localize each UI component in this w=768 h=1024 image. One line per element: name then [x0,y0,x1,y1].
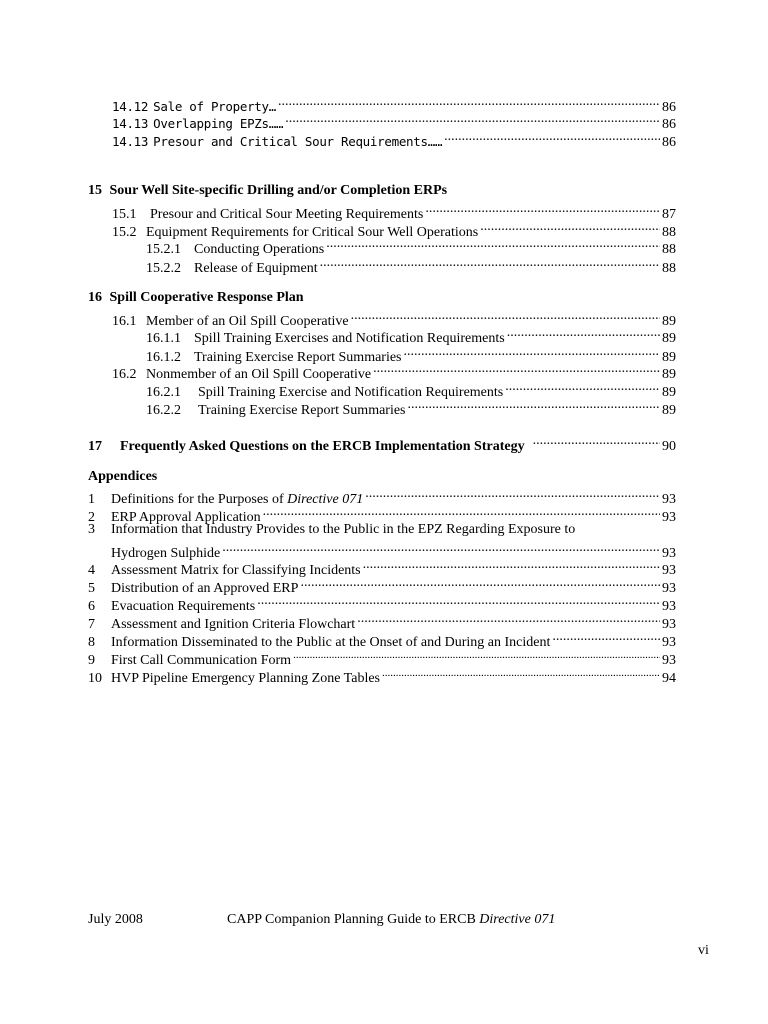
page-number: vi [698,943,709,958]
appendix-entry-2 [88,503,676,525]
toc-page-number: 94 [662,671,676,686]
dot-leader [293,646,660,664]
appendix-title-italic: Directive 071 [287,492,364,507]
toc-page-number: 89 [662,314,676,329]
toc-entry-number: 14.13 [112,134,149,149]
toc-entry-14-12 [112,93,676,115]
toc-page-number: 88 [662,261,676,276]
toc-entry-15-2 [112,218,676,240]
toc-page-number: 89 [662,385,676,400]
dot-leader [300,574,660,592]
appendices-heading: Appendices [88,469,158,484]
toc-entry-14-13a [112,110,676,132]
appendix-entry-1 [88,485,676,507]
toc-entry-number: 16.2 [112,367,137,382]
dot-leader [425,200,660,218]
toc-page-number: 93 [662,563,676,578]
dot-leader [552,628,660,646]
toc-entry-number: 16.1 [112,314,137,329]
toc-entry-16-1-1 [146,324,676,346]
toc-page-number: 93 [662,599,676,614]
dot-leader [382,664,660,682]
toc-entry-17 [88,432,676,454]
toc-page-number: 93 [662,510,676,525]
appendix-number: 6 [88,599,95,614]
toc-entry-title: Nonmember of an Oil Spill Cooperative [146,367,372,382]
appendix-entry-3-line1 [88,521,575,539]
appendix-entry-9 [88,646,676,668]
toc-entry-title: Presour and Critical Sour Meeting Requirements [150,207,424,222]
section-title: Spill Cooperative Response Plan [109,290,304,305]
dot-leader [257,592,660,610]
dot-leader [365,485,660,503]
toc-entry-15-2-2 [146,254,676,276]
toc-entry-16-2 [112,360,676,382]
toc-page-number: 93 [662,635,676,650]
dot-leader [373,360,660,378]
dot-leader [408,396,660,414]
toc-entry-title: Equipment Requirements for Critical Sour Well Operations [146,225,479,240]
toc-entry-16-1-2 [146,343,676,365]
toc-entry-number: 15.2.1 [146,242,181,257]
toc-entry-number: 14.12 [112,99,149,114]
dot-leader [444,128,660,146]
toc-page-number: 90 [662,439,676,454]
toc-entry-lead: … [268,99,276,114]
toc-entry-title: Spill Training Exercise and Notification Requirements [198,385,504,400]
toc-entry-number: 15.1 [112,207,137,222]
toc-entry-15-2-1 [146,235,676,257]
toc-page-number: 86 [662,117,676,132]
appendix-title: Assessment and Ignition Criteria Flowchart [111,617,356,632]
toc-entry-lead: …… [427,134,443,149]
dot-leader [363,556,660,574]
appendix-title-line1: Information that Industry Provides to the Public in the EPZ Regarding Exposure to [111,522,576,537]
toc-entry-14-13b [112,128,676,150]
appendix-title: Hydrogen Sulphide [111,546,221,561]
appendix-title: HVP Pipeline Emergency Planning Zone Tables [111,671,380,686]
dot-leader [357,610,660,628]
section-number: 15 [88,183,102,198]
appendix-number: 4 [88,563,95,578]
dot-leader [222,539,660,557]
appendix-entry-5 [88,574,676,596]
appendix-number: 8 [88,635,95,650]
section-title: Sour Well Site-specific Drilling and/or Completion ERPs [109,183,448,198]
appendix-entry-7 [88,610,676,632]
appendix-entry-8 [88,628,676,650]
toc-page-number: 86 [662,135,676,150]
toc-entry-number: 16.2.1 [146,385,181,400]
toc-entry-number: 16.2.2 [146,403,181,418]
toc-entry-title: Conducting Operations [194,242,325,257]
toc-entry-16-1 [112,307,676,329]
dot-leader [505,378,660,396]
toc-page-number: 93 [662,546,676,561]
toc-page-number: 89 [662,403,676,418]
toc-entry-title: Release of Equipment [194,261,318,276]
appendix-number: 1 [88,492,95,507]
toc-entry-16-2-1 [146,378,676,400]
toc-entry-number: 15.2.2 [146,261,181,276]
section-title: Frequently Asked Questions on the ERCB Implementation Strategy [120,439,525,454]
appendix-title: Definitions for the Purposes of [111,492,288,507]
toc-entry-title: Training Exercise Report Summaries [194,350,402,365]
toc-page-number: 93 [662,617,676,632]
dot-leader [285,110,660,128]
appendix-number: 5 [88,581,95,596]
toc-page-number: 88 [662,242,676,257]
toc-entry-title: Presour and Critical Sour Requirements [153,134,428,149]
dot-leader [278,93,660,111]
dot-leader [326,235,660,253]
appendix-number: 9 [88,653,95,668]
footer-date: July 2008 [88,912,143,927]
toc-entry-title: Member of an Oil Spill Cooperative [146,314,349,329]
toc-entry-title: Sale of Property [153,99,269,114]
toc-page-number: 86 [662,100,676,115]
toc-page-number: 93 [662,653,676,668]
appendix-number: 2 [88,510,95,525]
toc-page-number: 93 [662,581,676,596]
section-heading-15 [88,182,447,200]
section-heading-16 [88,289,304,307]
appendix-number: 3 [88,522,95,537]
toc-entry-lead: …… [268,116,284,131]
dot-leader [507,324,660,342]
toc-entry-title: Overlapping EPZs [153,116,269,131]
footer-title-prefix: CAPP Companion Planning Guide to ERCB [227,912,480,927]
appendix-title: Assessment Matrix for Classifying Incidents [111,563,361,578]
appendix-number: 7 [88,617,95,632]
toc-page-number: 93 [662,492,676,507]
appendix-title: ERP Approval Application [111,510,261,525]
toc-entry-16-2-2 [146,396,676,418]
dot-leader [533,432,660,450]
section-number: 17 [88,439,102,454]
toc-page-number: 89 [662,331,676,346]
appendix-entry-4 [88,556,676,578]
appendix-entry-10 [88,664,676,686]
toc-entry-number: 15.2 [112,225,137,240]
appendix-entry-6 [88,592,676,614]
appendix-title: First Call Communication Form [111,653,292,668]
dot-leader [404,343,660,361]
appendix-number: 10 [88,671,102,686]
dot-leader [320,254,660,272]
dot-leader [351,307,660,325]
footer-document-title [227,912,555,928]
footer-title-italic: Directive 071 [479,912,556,927]
toc-page-number: 87 [662,207,676,222]
dot-leader [263,503,660,521]
toc-entry-number: 16.1.2 [146,350,181,365]
appendix-title: Distribution of an Approved ERP [111,581,299,596]
section-number: 16 [88,290,102,305]
appendix-entry-3 [111,539,676,561]
toc-page-number: 89 [662,367,676,382]
appendix-title: Evacuation Requirements [111,599,256,614]
toc-page-number: 88 [662,225,676,240]
toc-entry-title: Spill Training Exercises and Notification Requirements [194,331,505,346]
toc-entry-number: 16.1.1 [146,331,181,346]
toc-entry-number: 14.13 [112,116,149,131]
toc-entry-15-1 [112,200,676,222]
dot-leader [480,218,660,236]
appendix-title: Information Disseminated to the Public at the Onset of and During an Incident [111,635,551,650]
toc-page-number: 89 [662,350,676,365]
toc-entry-title: Training Exercise Report Summaries [198,403,406,418]
